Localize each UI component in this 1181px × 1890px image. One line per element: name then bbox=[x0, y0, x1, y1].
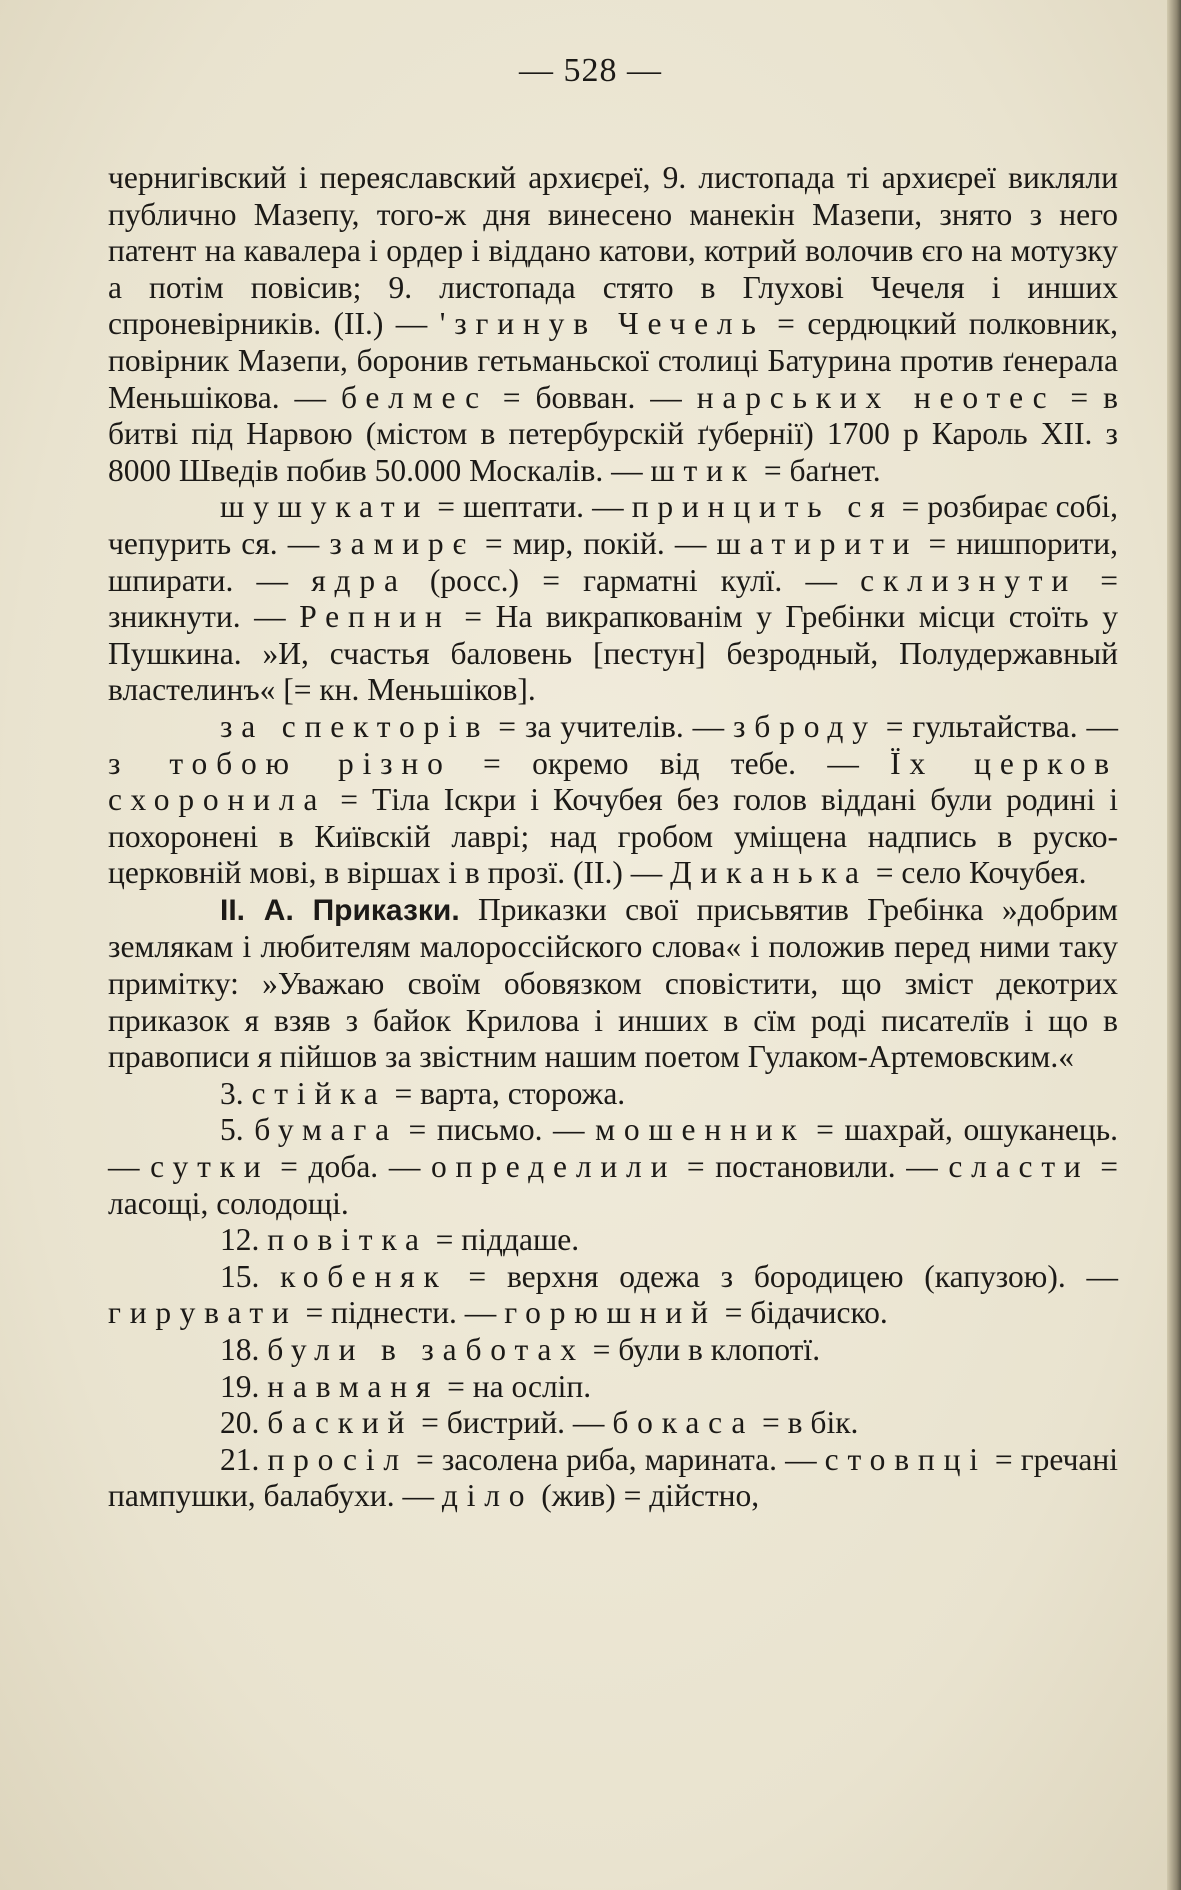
text-run: (росс.) = гарматні кулї. — bbox=[406, 562, 861, 598]
text-run: 20. bbox=[220, 1405, 268, 1441]
text-run: = засолена риба, марината. — bbox=[407, 1441, 825, 1477]
text-run: 12. bbox=[220, 1222, 268, 1258]
text-run: чернигівский і переяславский архиєреї, 9. листопада ті архиєреї викляли публично Мазепу, того-ж дня винесено манекін Мазепи, знято з него патент на кавалера і ордер і віддано катови, котрий волочив єго на мотузку а потім повісив; 9. листопада стято в Глухові Чечеля і инших спроневірників. (II.) — bbox=[108, 160, 1118, 342]
text-run: = бідачиско. bbox=[716, 1295, 888, 1331]
text-run: = варта, сторожа. bbox=[386, 1075, 626, 1111]
headword: сласти bbox=[948, 1149, 1090, 1185]
paragraph bbox=[108, 160, 1118, 489]
headword: ядра bbox=[311, 562, 407, 598]
headword: Диканька bbox=[670, 855, 868, 891]
text-run: = за учителів. — bbox=[489, 708, 734, 744]
headword: за спекторів bbox=[220, 708, 490, 744]
glossary-entry bbox=[108, 1259, 1118, 1332]
text-run: 18. bbox=[220, 1332, 268, 1367]
text-run: = постановили. — bbox=[676, 1149, 949, 1185]
headword: шушукати bbox=[220, 489, 430, 525]
section-heading: II. А. Приказки. bbox=[220, 893, 460, 927]
text-run: 19. bbox=[220, 1368, 268, 1404]
page-number: — 528 — bbox=[519, 52, 662, 89]
text-run: = верхня одежа з бородицею (капузою). — bbox=[447, 1258, 1119, 1294]
text-run: = На викрапкованім у Гребінки місци стоїть у Пушкина. »И, счастья баловень [пестун] безродный, Полудержавный властелинъ« [= кн. Меньшіков]. bbox=[108, 599, 1118, 708]
glossary-entry bbox=[108, 1222, 1118, 1259]
headword: белмес bbox=[340, 379, 488, 415]
text-run: = доба. — bbox=[269, 1149, 431, 1185]
glossary-entry bbox=[108, 1076, 1118, 1113]
headword: склизнути bbox=[860, 562, 1078, 598]
text-run: = розбирає собі, чепурить ся. — bbox=[108, 489, 1118, 561]
headword: 'згинув Чечель bbox=[439, 306, 765, 342]
text-run: Приказки свої присьвятив Гребінка »добрим землякам і любителям малороссійского слова« і положив перед ними таку примітку: »Уважаю своїм обовязком сповістити, що зміст декотрих приказок я взяв з байок Крилова і инших в сїм роді писателїв і що в правописи я пійшов за звістним нашим поетом Гулаком-Артемовским.« bbox=[108, 891, 1118, 1075]
glossary-entry bbox=[108, 1332, 1118, 1369]
text-run: = піднести. — bbox=[297, 1295, 505, 1331]
text-run: = бистрий. — bbox=[413, 1405, 613, 1441]
headword: Репнин bbox=[299, 599, 451, 635]
text-run: = сердюцкий полковник, повірник Мазепи, боронив гетьманьскої столиці Батурина против ґенерала Меньшікова. — bbox=[108, 306, 1119, 415]
headword: зброду bbox=[733, 708, 877, 744]
text-run: = нишпорити, шпирати. — bbox=[108, 525, 1119, 598]
text-run: = на осліп. bbox=[439, 1368, 592, 1404]
text-run: = баґнет. bbox=[755, 452, 881, 488]
headword: були в заботах bbox=[267, 1332, 585, 1367]
headword: сутки bbox=[150, 1149, 270, 1185]
commentary-paragraphs bbox=[108, 160, 1118, 1076]
headword: нарських неотес bbox=[696, 379, 1056, 415]
glossary-entry bbox=[108, 1112, 1118, 1222]
headword: замирє bbox=[329, 525, 475, 561]
text-run: = гречані пампушки, балабухи. — bbox=[108, 1441, 1118, 1514]
headword: кобеняк bbox=[280, 1258, 448, 1294]
text-run: = в битві під Нарвою (містом в петербурскій ґубернії) 1700 р Кароль XII. з 8000 Шведів побив 50.000 Москалів. — bbox=[108, 379, 1119, 488]
glossary-entry bbox=[108, 1442, 1118, 1515]
text-run: = бовван. — bbox=[487, 379, 697, 415]
text-run: 15. bbox=[220, 1258, 281, 1294]
headword: бумага bbox=[254, 1112, 398, 1148]
headword: бокаса bbox=[612, 1405, 755, 1441]
paragraph bbox=[108, 709, 1118, 892]
headword: определили bbox=[430, 1149, 677, 1185]
text-run: = піддаше. bbox=[427, 1222, 580, 1258]
text-run: = гультайства. — bbox=[876, 708, 1118, 744]
headword: гирувати bbox=[108, 1295, 298, 1331]
headword: шатирити bbox=[716, 525, 919, 561]
body-text bbox=[108, 160, 1118, 1515]
text-run: = село Кочубея. bbox=[867, 855, 1087, 891]
headword: принцить ся bbox=[631, 489, 894, 525]
headword: навманя bbox=[267, 1368, 440, 1404]
headword: Їх церков схоронила bbox=[108, 745, 1118, 818]
text-run: = в бік. bbox=[754, 1405, 859, 1441]
headword: повітка bbox=[267, 1222, 428, 1258]
headword: мошенник bbox=[595, 1112, 806, 1148]
headword: діло bbox=[441, 1478, 534, 1514]
headword: горюшний bbox=[504, 1295, 717, 1331]
text-run: = ласощі, солодощі. bbox=[108, 1149, 1118, 1221]
text-run: = шептати. — bbox=[429, 489, 632, 525]
text-run: = зникнути. — bbox=[108, 562, 1119, 635]
glossary-entry bbox=[108, 1405, 1118, 1442]
headword: штик bbox=[650, 452, 756, 488]
text-run: = шахрай, ошуканець. — bbox=[108, 1112, 1119, 1185]
text-run: = мир, покій. — bbox=[474, 525, 717, 561]
text-run: 3. bbox=[220, 1075, 252, 1111]
paragraph bbox=[108, 892, 1118, 1076]
text-run: = були в клопотї. bbox=[584, 1332, 821, 1367]
glossary-entry bbox=[108, 1369, 1118, 1406]
headword: стовпці bbox=[824, 1441, 987, 1477]
text-run: 21. bbox=[220, 1441, 268, 1477]
glossary-entries bbox=[108, 1076, 1118, 1515]
text-run: 5. bbox=[220, 1112, 255, 1148]
paragraph bbox=[108, 489, 1118, 709]
text-run: = окремо від тебе. — bbox=[451, 745, 891, 781]
text-run: = Тіла Іскри і Кочубея без голов віддані були родині і похоронені в Київскій лаврі; над гробом уміщена надпись в руско-церковній мові, в віршах і в прозї. (II.) — bbox=[108, 782, 1118, 891]
headword: стійка bbox=[251, 1075, 387, 1111]
headword: баский bbox=[267, 1405, 414, 1441]
text-run: = письмо. — bbox=[397, 1112, 596, 1148]
text-run: (жив) = дійстно, bbox=[533, 1478, 760, 1514]
book-spine-shadow bbox=[1167, 0, 1181, 1890]
headword: з тобою різно bbox=[108, 745, 452, 781]
headword: просіл bbox=[267, 1441, 408, 1477]
